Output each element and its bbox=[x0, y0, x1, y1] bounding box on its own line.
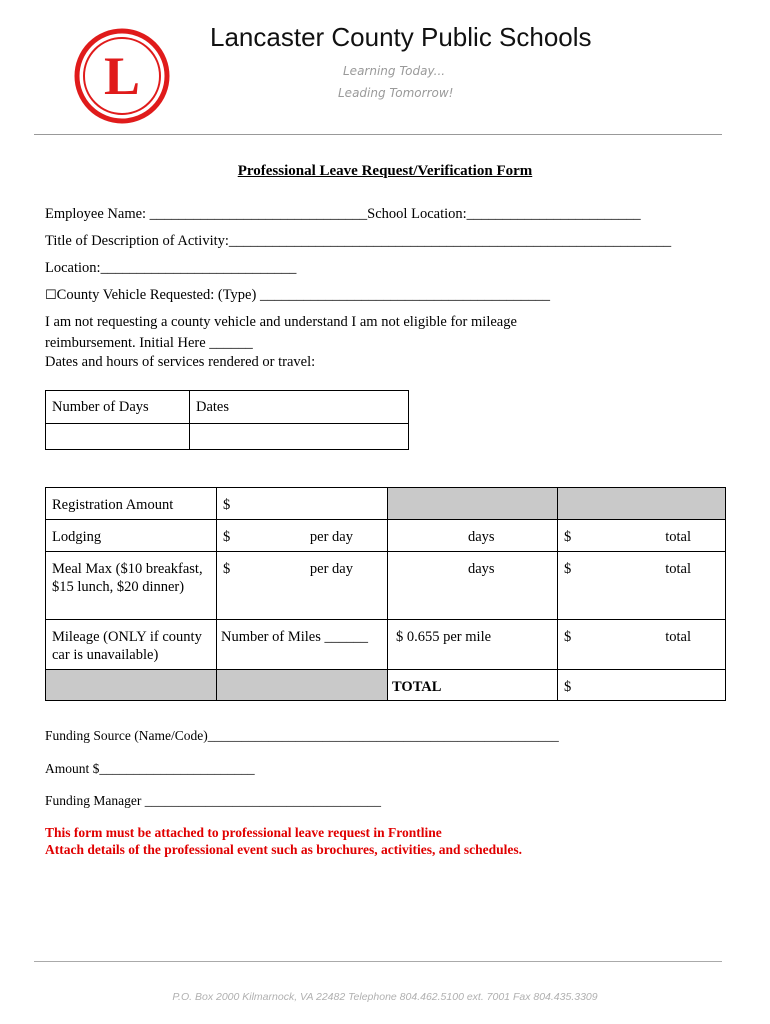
grand-total-cell[interactable]: $ bbox=[558, 670, 726, 701]
lodging-label: Lodging bbox=[46, 520, 217, 552]
meal-days[interactable]: days bbox=[388, 552, 558, 620]
funding-amount-line: Amount $_______________________ bbox=[45, 761, 255, 776]
gray-cell bbox=[558, 488, 726, 520]
header-divider bbox=[34, 134, 722, 135]
number-of-days-cell[interactable] bbox=[46, 424, 190, 450]
meal-dollar: $ bbox=[223, 561, 231, 577]
meal-amount-cell[interactable] bbox=[217, 552, 388, 620]
school-logo bbox=[74, 28, 170, 124]
form-title: Professional Leave Request/Verification Form bbox=[237, 163, 533, 179]
mileage-number-of-miles[interactable]: Number of Miles ______ bbox=[217, 620, 388, 670]
lodging-amount-cell[interactable] bbox=[217, 520, 388, 552]
meal-total-cell[interactable] bbox=[558, 552, 726, 620]
county-vehicle-label: County Vehicle Requested: (Type) ________________________________________ bbox=[56, 287, 550, 303]
lodging-total-cell[interactable] bbox=[558, 520, 726, 552]
meal-total-label: total bbox=[665, 561, 691, 577]
tagline-line-2: Leading Tomorrow! bbox=[338, 86, 454, 100]
lodging-per-day: per day bbox=[309, 529, 353, 545]
mileage-total-label: total bbox=[665, 629, 691, 645]
total-label: TOTAL bbox=[388, 670, 558, 701]
funding-source-line: Funding Source (Name/Code)____________________________________________________ bbox=[45, 728, 559, 743]
lodging-days[interactable]: days bbox=[388, 520, 558, 552]
vehicle-checkbox[interactable]: ☐ bbox=[45, 288, 57, 303]
location-line: Location:___________________________ bbox=[45, 260, 297, 276]
funding-manager-line: Funding Manager ___________________________________ bbox=[45, 793, 381, 808]
lodging-total-label: total bbox=[665, 529, 691, 545]
meal-label: Meal Max ($10 breakfast, $15 lunch, $20 dinner) bbox=[46, 552, 217, 620]
dates-cell[interactable] bbox=[190, 424, 409, 450]
expenses-table bbox=[45, 487, 726, 701]
no-vehicle-statement: I am not requesting a county vehicle and understand I am not eligible for mileage reimbursement. Initial Here ______ bbox=[45, 314, 517, 351]
mileage-rate: $ 0.655 per mile bbox=[388, 620, 558, 670]
mileage-label: Mileage (ONLY if county car is unavailable) bbox=[46, 620, 217, 670]
tagline-line-1: Learning Today... bbox=[343, 64, 446, 78]
registration-label: Registration Amount bbox=[46, 488, 217, 520]
mileage-total-cell[interactable] bbox=[558, 620, 726, 670]
mileage-total-dollar: $ bbox=[564, 629, 572, 645]
school-name: Lancaster County Public Schools bbox=[210, 22, 592, 52]
dates-table bbox=[45, 390, 409, 450]
dates-prompt: Dates and hours of services rendered or travel: bbox=[45, 354, 316, 370]
notice-frontline: This form must be attached to professional leave request in Frontline bbox=[45, 825, 442, 840]
gray-cell bbox=[46, 670, 217, 701]
registration-amount[interactable]: $ bbox=[217, 488, 388, 520]
employee-name-school-location-line: Employee Name: ______________________________School Location:________________________ bbox=[45, 206, 641, 222]
logo-letter: L bbox=[103, 46, 141, 106]
footer-divider bbox=[34, 961, 722, 962]
meal-total-dollar: $ bbox=[564, 561, 572, 577]
meal-per-day: per day bbox=[309, 561, 353, 577]
activity-title-line: Title of Description of Activity:_____________________________________________________________ bbox=[45, 233, 672, 249]
county-vehicle-line bbox=[45, 287, 550, 304]
gray-cell bbox=[217, 670, 388, 701]
footer-address: P.O. Box 2000 Kilmarnock, VA 22482 Telephone 804.462.5100 ext. 7001 Fax 804.435.3309 bbox=[172, 991, 598, 1003]
gray-cell bbox=[388, 488, 558, 520]
header-dates: Dates bbox=[190, 391, 409, 424]
lodging-total-dollar: $ bbox=[564, 529, 572, 545]
lodging-dollar: $ bbox=[223, 529, 231, 545]
notice-attach-details: Attach details of the professional event such as brochures, activities, and schedules. bbox=[45, 842, 523, 857]
header-number-of-days: Number of Days bbox=[46, 391, 190, 424]
